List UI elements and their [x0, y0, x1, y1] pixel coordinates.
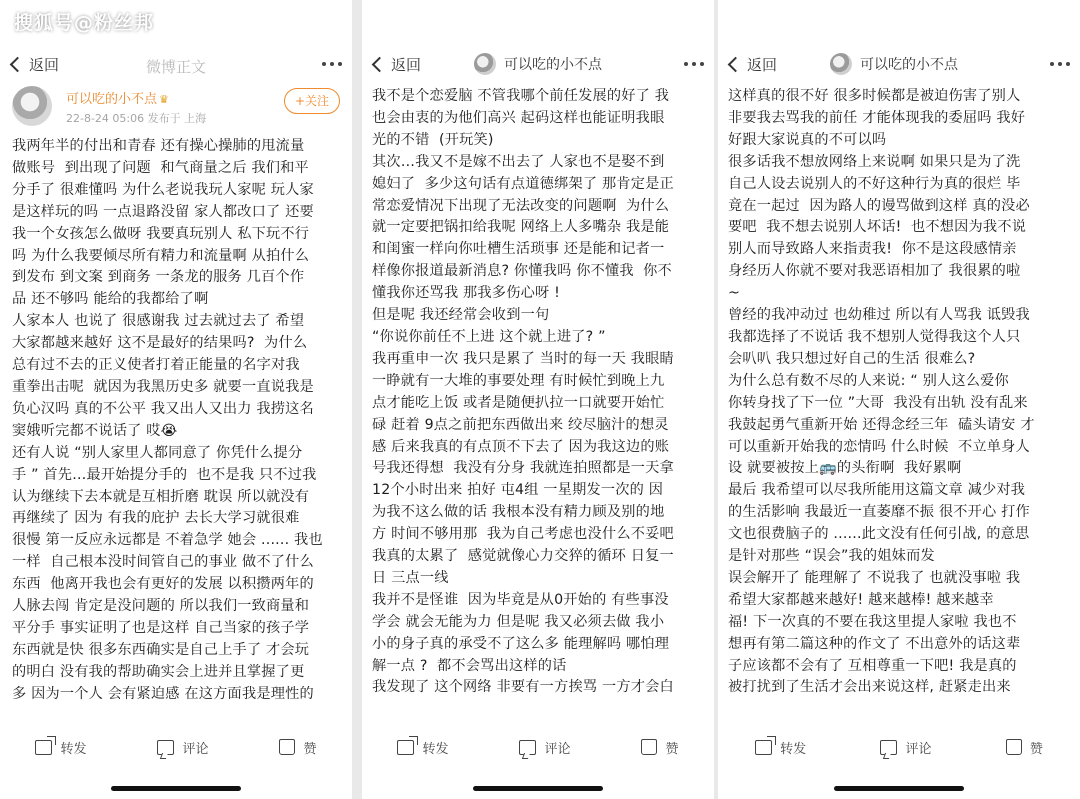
post-body-text: 我两年半的付出和青春 还有操心操肺的甩流量 做账号 到出现了问题 和气商量之后 我们和平 分手了 很难懂吗 为什么老说我玩人家呢 玩人家 是这样玩的吗 一点退路没留 家人都改口了 还要 我一个女孩怎么做呀 我要真玩别人 私下玩不行 吗 为什么我要倾尽所有精力和流量啊 从拍什么 到发布 到文案 到商务 一条龙的服务 几百个作 品 还不够吗 能给的我都给了啊 人家本人 也说了 很感谢我 过去就过去了 希望 大家都越来越好 这不是最好的结果吗? 为什么 总有过不去的正义使者打着正能量的名字对我 重拳出击呢 就因为我黑历史多 就要一直说我是 负心汉吗 真的不公平 我又出人又出力 我捞这名 窦娥听完都不说话了 哎😭 还有人说 “别人家里人都同意了 你凭什么提分 手 ” 首先…最开始提分手的 也不是我 只不过我 认为继续下去本就是互相折磨 耽误 所以就没有 再继续了 因为 有我的庇护 去长大学习就很难 很慢 第一反应永远都是 不着急学 她会 ...... 我也 一样 自己根本没时间管自己的事业 做不了什么 东西 他离开我也会有更好的发展 以积攒两年的 人脉去闯 肯定是没问题的 所以我们一致商量和 平分手 事实证明了也是这样 自己当家的孩子学 东西就是快 很多东西确实是自己上手了 才会玩 的明白 没有我的帮助确实会上进并且掌握了更 多 因为一个人 会有紧迫感 在这方面我是理性的: [12, 138, 323, 702]
back-button[interactable]: [370, 54, 421, 75]
action-bar: [0, 724, 352, 770]
share-button[interactable]: [755, 738, 806, 757]
like-label: 赞: [303, 741, 317, 757]
chevron-left-icon: [728, 57, 744, 73]
thumbs-up-icon: [641, 739, 657, 755]
screenshot-panel-1: [0, 0, 352, 799]
action-bar: [362, 724, 714, 770]
crown-badge-icon: ♛: [159, 93, 169, 106]
comment-icon: [519, 740, 536, 755]
more-icon[interactable]: [1050, 62, 1070, 66]
share-label: 转发: [422, 741, 449, 757]
comment-label: 评论: [182, 741, 209, 757]
comment-button[interactable]: [519, 738, 570, 757]
author-name-text: 可以吃的小不点: [66, 92, 158, 107]
like-label: 赞: [665, 741, 679, 757]
comment-button[interactable]: [880, 738, 931, 757]
sohu-watermark: 搜狐号@粉丝邦: [14, 12, 155, 34]
more-icon[interactable]: [684, 62, 704, 66]
nav-author[interactable]: [830, 53, 958, 75]
share-icon: [35, 740, 52, 755]
share-label: 转发: [60, 741, 87, 757]
back-label: 返回: [747, 56, 778, 74]
avatar: [474, 53, 496, 75]
follow-button[interactable]: +关注: [284, 88, 340, 114]
share-button[interactable]: [35, 738, 86, 757]
back-button[interactable]: [726, 54, 777, 75]
post-body-text: 我不是个恋爱脑 不管我哪个前任发展的好了 我 也会由衷的为他们高兴 起码这样也能证明我眼 光的不错 (开玩笑) 其次…我又不是嫁不出去了 人家也不是娶不到 媳妇了 多少这句话有点道德绑架了 那肯定是正 常恋爱情况下出现了无法改变的问题啊 为什么 就一定要把锅扣给我呢 网络上人多嘴杂 我是能 和闺蜜一样向你吐槽生活琐事 还是能和记者一 样像你报道最新消息? 你懂我吗 你不懂我 你不 懂我你还骂我 那我多伤心呀 ! 但是呢 我还经常会收到一句 “你说你前任不上进 这个就上进了? ” 我再重申一次 我只是累了 当时的每一天 我眼睛 一睁就有一大堆的事要处理 有时候忙到晚上九 点才能吃上饭 或者是随便扒拉一口就要开始忙 碌 赶着 9点之前把东西做出来 绞尽脑汁的想灵 感 后来我真的有点顶不下去了 因为我这边的账 号我还得想 我没有分身 我就连拍照都是一天拿 12个小时出来 拍好 屯4组 一星期发一次的 因 为我不这么做的话 我根本没有精力顾及别的地 方 时间不够用那 我为自己考虑也没什么不妥吧 我真的太累了 感觉就像心力交猝的循环 日复一 日 三点一线 我并不是怪谁 因为毕竟是从0开始的 有些事没 学会 就会无能为力 但是呢 我又必须去做 我小 小的身子真的承受不了这么多 能理解吗 哪怕理 解一点 ? 都不会骂出这样的话 我发现了 这个网络 非要有一方挨骂 一方才会白: [372, 88, 674, 696]
thumbs-up-icon: [279, 739, 295, 755]
avatar: [830, 53, 852, 75]
author-name[interactable]: [66, 88, 169, 107]
share-label: 转发: [780, 741, 807, 757]
thumbs-up-icon: [1006, 739, 1022, 755]
author-name: 可以吃的小不点: [860, 57, 958, 73]
action-bar: [718, 724, 1080, 770]
comment-label: 评论: [544, 741, 571, 757]
share-icon: [397, 740, 414, 755]
nav-bar: [0, 44, 352, 88]
screenshot-panel-2: [362, 0, 714, 799]
avatar[interactable]: [12, 86, 52, 126]
chevron-left-icon: [372, 57, 388, 73]
comment-button[interactable]: [157, 738, 208, 757]
post-author-header: [12, 86, 340, 130]
screenshot-panel-3: [718, 0, 1080, 799]
post-body-text: 这样真的很不好 很多时候都是被迫伤害了别人 非要我去骂我的前任 才能体现我的委屈吗 我好 好跟大家说真的不可以吗 很多话我不想放网络上来说啊 如果只是为了洗 自己人设去说别人的不好这种行为真的很烂 毕 竟在一起过 因为路人的谩骂做到这样 真的没必 要吧 我不想去说别人坏话! 也不想因为我不说 别人而导致路人来指责我! 你不是这段感情亲 身经历人你就不要对我恶语相加了 我很累的啦 ~ 曾经的我冲动过 也幼稚过 所以有人骂我 诋毁我 我都选择了不说话 我不想别人觉得我这个人只 会叭叭 我只想过好自己的生活 很难么? 为什么总有数不尽的人来说: “ 别人这么爱你 你转身找了下一位 ”大哥 我没有出轨 没有乱来 我鼓起勇气重新开始 还得念经三年 磕头请安 才 可以重新开始我的恋情吗 什么时候 不立单身人 设 就要被按上🚌的头衔啊 我好累啊 最后 我希望可以尽我所能用这篇文章 减少对我 的生活影响 我最近一直萎靡不振 很不开心 打作 文也很费脑子的 ......此文没有任何引战, 的意思 是针对那些 “误会”我的姐妹而发 误会解开了 能理解了 不说我了 也就没事啦 我 希望大家都越来越好! 越来越棒! 越来越幸 福! 下一次真的不要在我这里提人家啦 我也不 想再有第二篇这种的作文了 不出意外的话这辈 子应该都不会有了 互相尊重一下吧! 我是真的 被打扰到了生活才会出来说这样, 赶紧走出来: [728, 88, 1035, 696]
like-button[interactable]: [1006, 738, 1043, 757]
back-label: 返回: [29, 56, 60, 74]
comment-icon: [880, 740, 897, 755]
like-label: 赞: [1029, 741, 1043, 757]
back-label: 返回: [391, 56, 422, 74]
home-indicator: [834, 786, 964, 791]
page-title: 微博正文: [145, 58, 206, 76]
like-button[interactable]: [279, 738, 316, 757]
comment-label: 评论: [905, 741, 932, 757]
nav-bar: [362, 44, 714, 88]
nav-author[interactable]: [474, 53, 602, 75]
home-indicator: [473, 786, 603, 791]
author-name: 可以吃的小不点: [504, 57, 602, 73]
share-button[interactable]: [397, 738, 448, 757]
home-indicator: [111, 786, 241, 791]
like-button[interactable]: [641, 738, 678, 757]
comment-icon: [157, 740, 174, 755]
post-meta: 22-8-24 05:06 发布于 上海: [66, 112, 207, 125]
share-icon: [755, 740, 772, 755]
nav-bar: [718, 44, 1080, 88]
more-icon[interactable]: [322, 62, 342, 66]
